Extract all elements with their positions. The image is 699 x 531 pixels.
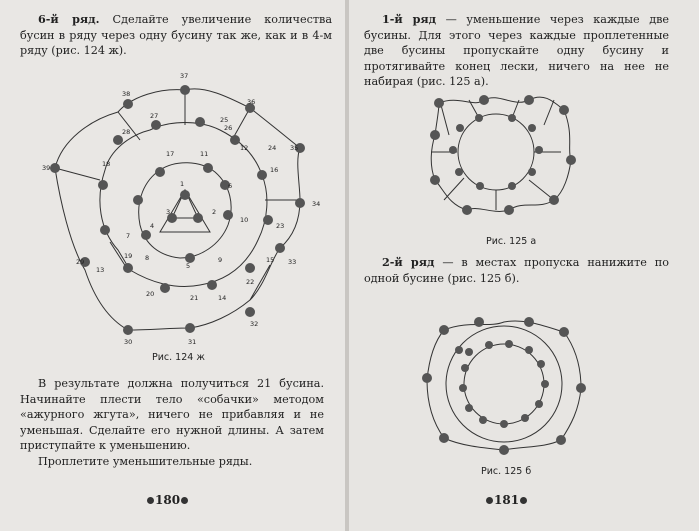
label-29: 29	[76, 258, 85, 266]
row-6-heading: 6-й ряд.	[38, 12, 100, 26]
figure-125a-caption: Рис. 125 а	[486, 236, 537, 247]
label-3: 3	[166, 208, 171, 216]
label-4: 4	[150, 222, 155, 230]
label-10: 10	[240, 216, 249, 224]
page-number-right: 181	[485, 493, 528, 507]
row-1-heading: 1-й ряд	[382, 12, 437, 26]
label-34: 34	[312, 200, 321, 208]
label-33: 33	[288, 258, 297, 266]
reduce-rows-text: Проплетите уменьшительные ряды.	[38, 454, 253, 468]
label-19: 19	[124, 252, 133, 260]
label-27: 27	[150, 112, 159, 120]
label-35: 35	[290, 144, 299, 152]
label-11: 11	[200, 150, 209, 158]
label-14: 14	[218, 294, 227, 302]
label-28: 28	[122, 128, 131, 136]
label-38: 38	[122, 90, 131, 98]
label-32: 32	[250, 320, 259, 328]
label-26: 26	[224, 124, 233, 132]
figure-125b	[349, 0, 699, 531]
figure-124zh-caption: Рис. 124 ж	[152, 352, 205, 363]
label-37: 37	[180, 72, 189, 80]
label-17: 17	[166, 150, 175, 158]
label-7: 7	[126, 232, 131, 240]
figure-125b-caption: Рис. 125 б	[481, 466, 532, 477]
label-39: 39	[42, 164, 51, 172]
label-1: 1	[180, 180, 185, 188]
row-1-text: — уменьшение через каждые две бусины. Для этого через каждые проплетенные две бусины пропускайте одну бусину и протягивайте конец лески, ничего на нее не набирая (рис. 125 а).	[364, 13, 669, 89]
row-2-heading: 2-й ряд	[382, 255, 435, 269]
label-21: 21	[190, 294, 199, 302]
page-number-left: 180	[146, 493, 189, 507]
label-9: 9	[218, 256, 223, 264]
left-paragraph-2	[20, 376, 324, 470]
result-text: В результате должна получиться 21 бусина. Начинайте плести тело «собачки» методом «ажурного жгута», ничего не прибавляя и не уменьшая. Сделайте его нужной длины. А затем приступайте к уменьшению.	[20, 377, 324, 453]
label-12: 12	[240, 144, 249, 152]
label-6: 6	[228, 182, 233, 190]
label-13: 13	[96, 266, 105, 274]
label-5: 5	[186, 262, 191, 270]
row-2-text: — в местах пропуска нанижите по одной бусине (рис. 125 б).	[364, 256, 669, 285]
label-30: 30	[124, 338, 133, 346]
label-24: 24	[268, 144, 277, 152]
left-page	[0, 0, 347, 531]
label-16: 16	[270, 166, 279, 174]
label-23: 23	[276, 222, 285, 230]
row-6-text: Сделайте увеличение количества бусин в ряду через одну бусину так же, как и в 4-м ряду (рис. 124 ж).	[20, 13, 332, 58]
label-20: 20	[146, 290, 155, 298]
label-31: 31	[188, 338, 197, 346]
label-25: 25	[220, 116, 229, 124]
label-2: 2	[212, 208, 217, 216]
label-18: 18	[102, 160, 111, 168]
label-22: 22	[246, 278, 255, 286]
right-page	[349, 0, 699, 531]
label-15: 15	[266, 256, 275, 264]
label-36: 36	[247, 98, 256, 106]
label-8: 8	[145, 254, 150, 262]
